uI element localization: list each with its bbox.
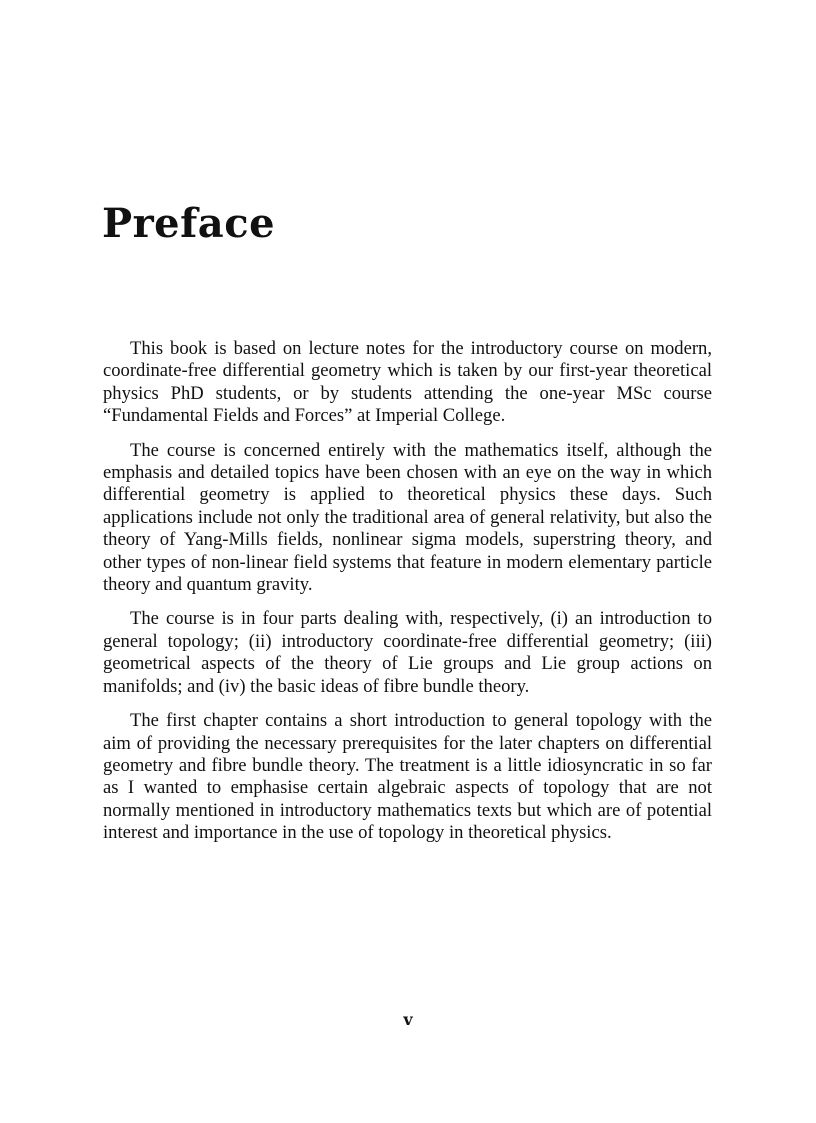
paragraph: The course is concerned entirely with the mathematics itself, although the emphasis and detailed topics have been chosen with an eye on the way in which differential geometry is applied to theoretical physics these days. Such applications include not only the traditional area of general relativity, but also the theory of Yang-Mills fields, nonlinear sigma models, superstring theory, and other types of non-linear field systems that feature in modern elementary particle theory and quantum gravity. bbox=[103, 439, 712, 596]
paragraph: The first chapter contains a short introduction to general topology with the aim of providing the necessary prerequisites for the later chapters on differential geometry and fibre bundle theory. The treatment is a little idiosyncratic in so far as I wanted to emphasise certain algebraic aspects of topology that are not normally mentioned in introductory mathematics texts but which are of potential interest and importance in the use of topology in theoretical physics. bbox=[103, 710, 712, 844]
preface-body bbox=[103, 338, 712, 857]
page-title: Preface bbox=[102, 200, 276, 247]
paragraph: The course is in four parts dealing with, respectively, (i) an introduction to general topology; (ii) introductory coordinate-free differential geometry; (iii) geometrical aspects of the theory of Lie groups and Lie group actions on manifolds; and (iv) the basic ideas of fibre bundle theory. bbox=[103, 608, 712, 697]
page-number: v bbox=[403, 1010, 413, 1029]
paragraph: This book is based on lecture notes for the introductory course on modern, coordinate-free differential geometry which is taken by our first-year theoretical physics PhD students, or by students attending the one-year MSc course “Fundamental Fields and Forces” at Imperial College. bbox=[103, 338, 712, 427]
